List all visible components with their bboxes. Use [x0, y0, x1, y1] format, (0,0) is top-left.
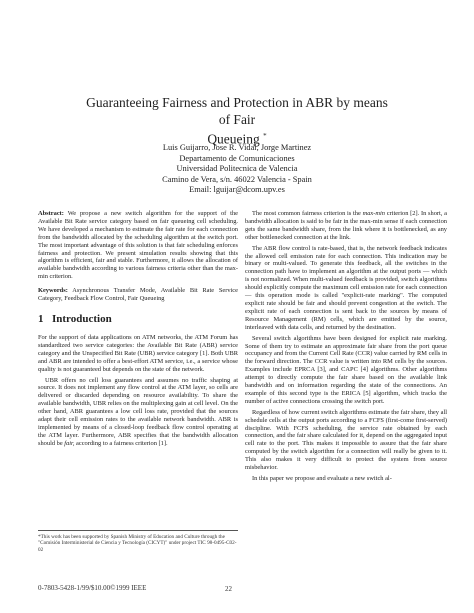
title-footnote-marker: * [263, 132, 267, 140]
keywords-label: Keywords: [38, 287, 68, 295]
section-heading [38, 313, 238, 326]
right-column [245, 210, 447, 486]
abstract [38, 210, 238, 281]
section-number: 1 [38, 312, 44, 325]
author-address: Camino de Vera, s/n. 46022 Valencia - Spain [162, 174, 312, 184]
intro-paragraph-2-end: according to a fairness criterion [1]. [76, 439, 168, 447]
page-number: 22 [225, 585, 232, 593]
title-line-2: Queueing [207, 131, 260, 147]
right-paragraph-1 [245, 210, 447, 242]
right-paragraph-3: Several switch algorithms have been designed for explicit rate marking. Some of them try to estimate an approximate fair share from the port queue occupancy and from the Current Cell Rate (CCR) value carried by RM cells in the forward direction. The CCR value is written into RM cells by the sources. Examples include EPRCA [3], and CAPC [4] algorithms. Other algorithms attempt to directly compute the fair share based on the available link bandwidth and on information regarding the state of the connections. An example of this second type is the ERICA [5] algorithm, which tracks the number of active connections crossing the switch port. [245, 334, 447, 405]
intro-paragraph-1: For the support of data applications on ATM networks, the ATM Forum has standardized two service categories: the Available Bit Rate (ABR) service category and the Unspecified Bit Rate (UBR) service category [1]. Both UBR and ABR are intended to offer a best-effort ATM service, i.e., a service whose quality is not guaranteed but depends on the state of the network. [38, 333, 238, 373]
right-paragraph-2: The ABR flow control is rate-based, that is, the network feedback indicates the allowed cell emission rate for each connection. This indication may be binary or multi-valued. To generate this feedback, all the switches in the connection path have to implement an algorithm at the output ports — which is not normalized. When multi-valued feedback is provided, switch algorithms should explicitly compute the maximum cell emission rate for each connection — this operation mode is called "explicit-rate marking". The computed explicit rate should be fair and should prevent congestion at the switch. The explicit rate of each connection is sent back to the sources by means of Resource Management (RM) cells, which are emitted by the source, interleaved with data cells, and returned by the destination. [245, 244, 447, 331]
right-paragraph-4: Regardless of how current switch algorithms estimate the fair share, they all schedule cells at the output ports according to a FCFS (first-come first-served) discipline. With FCFS scheduling, the service rate obtained by each connection, and the fair share calculated for it, depend on the aggregated input cell rate to the port. This makes it impossible to assure that the fair share computed by the switch algorithm for a connection will really be given to it. This also makes it very difficult to protect the system from source misbehavior. [245, 408, 447, 472]
copyright-line: 0-7803-5428-1/99/$10.00©1999 IEEE [38, 584, 147, 592]
intro-paragraph-2-italic: fair, [64, 439, 75, 447]
intro-paragraph-2 [38, 377, 238, 448]
footnote: *This work has been supported by Spanish Ministry of Education and Culture through the "Comisión Interministerial de Ciencia y Tecnología (CICYT)" under project TIC 98-0495-C02-02 [38, 530, 238, 553]
right-paragraph-1-start: The most common fairness criterion is the [252, 210, 361, 217]
left-column [38, 210, 238, 451]
title-line-1: Guaranteeing Fairness and Protection in ABR by means of Fair [86, 95, 388, 127]
abstract-label: Abstract: [38, 210, 64, 217]
author-block [120, 143, 354, 196]
right-paragraph-1-end: criterion [2]. In short, a bandwidth allocation is said to be fair in the max-min sense if each connection gets the same bandwidth share, from the link where it is bottlenecked, as any other bottlenecked connection at the link. [245, 210, 447, 241]
author-names: Luis Guijarro, Jose R. Vidal, Jorge Martinez [162, 143, 312, 152]
paper-title [80, 94, 394, 148]
keywords [38, 287, 238, 303]
right-paragraph-5: In this paper we propose and evaluate a new switch al- [252, 475, 392, 482]
keywords-text: Asynchronous Transfer Mode, Available Bit Rate Service Category, Feedback Flow Control, Fair Queueing [38, 287, 238, 303]
right-paragraph-1-italic: max-min [362, 210, 385, 217]
author-email: Email: lguijar@dcom.upv.es [189, 185, 285, 195]
author-department: Departamento de Comunicaciones [179, 153, 295, 163]
intro-paragraph-2-text: UBR offers no cell loss guarantees and assumes no traffic shaping at source. It does not implement any flow control at the ATM layer, so cells are delivered or discarded depending on resource availability. To share the available bandwidth, UBR relies on the multiplexing gain at cell level. On the other hand, ABR guarantees a low cell loss rate, provided that the sources adapt their cell emission rates to the available network bandwidth. ABR is implemented by means of a closed-loop feedback flow control operating at the ATM layer. Furthermore, ABR specifies that the bandwidth allocation should be [38, 376, 238, 447]
section-title: Introduction [52, 312, 112, 325]
author-university: Universidad Politecnica de Valencia [176, 164, 298, 174]
abstract-text: We propose a new switch algorithm for the support of the Available Bit Rate service category based on fair queueing cell scheduling. We have developed a mechanism to estimate the fair rate for each connection from the bandwidth allocated by the scheduling algorithm at the switch port. The most important advantage of this solution is that fair scheduling enforces fairness and protection. We present simulation results showing that this algorithm is efficient, fair and stable. Furthermore, it allows the allocation of available bandwidth according to various fairness criteria other than the max-min criterion. [38, 210, 238, 281]
